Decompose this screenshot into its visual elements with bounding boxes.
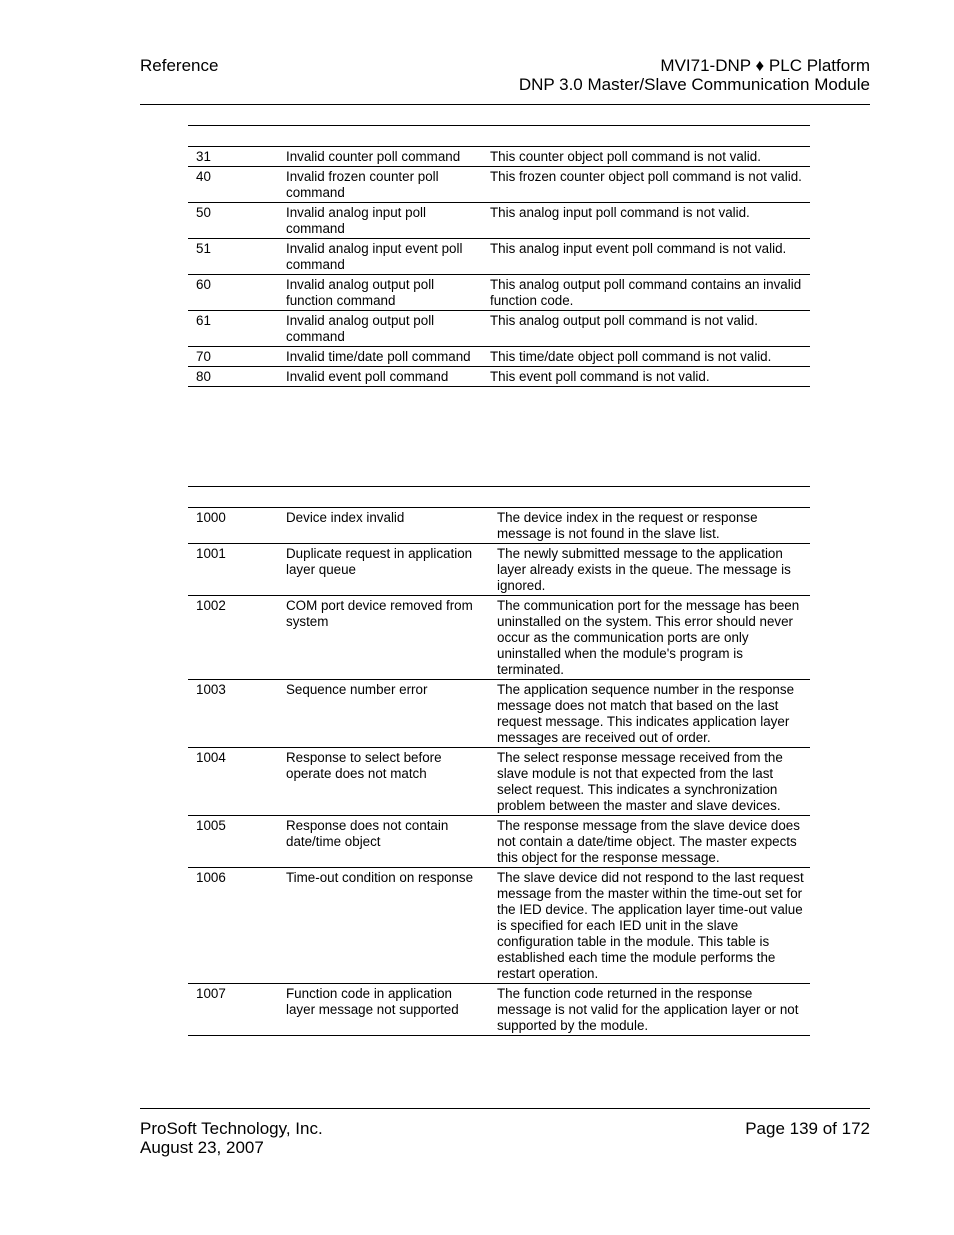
error-description-cell: This counter object poll command is not valid. — [482, 147, 810, 167]
page-header — [140, 56, 870, 105]
error-code-cell: 1001 — [188, 544, 278, 596]
error-name-cell: Response to select before operate does not match — [278, 748, 489, 816]
error-code-cell: 1002 — [188, 596, 278, 680]
error-description-cell: This analog input poll command is not valid. — [482, 203, 810, 239]
table-header-row — [188, 487, 810, 508]
error-code-cell: 40 — [188, 167, 278, 203]
table-row — [188, 816, 810, 868]
error-name-cell: COM port device removed from system — [278, 596, 489, 680]
table-header-row — [188, 126, 810, 147]
error-name-cell: Invalid counter poll command — [278, 147, 482, 167]
error-code-cell: 60 — [188, 275, 278, 311]
error-name-cell: Device index invalid — [278, 508, 489, 544]
table-row — [188, 147, 810, 167]
error-name-cell: Invalid event poll command — [278, 367, 482, 387]
error-table-application-layer-body — [188, 487, 810, 1036]
error-name-cell: Invalid analog input event poll command — [278, 239, 482, 275]
table-row — [188, 367, 810, 387]
error-name-cell: Invalid frozen counter poll command — [278, 167, 482, 203]
error-description-cell: This frozen counter object poll command is not valid. — [482, 167, 810, 203]
error-description-cell: The response message from the slave device does not contain a date/time object. The master expects this object for the response message. — [489, 816, 810, 868]
error-description-cell: The newly submitted message to the application layer already exists in the queue. The message is ignored. — [489, 544, 810, 596]
error-name-cell: Invalid analog output poll function command — [278, 275, 482, 311]
error-code-cell: 50 — [188, 203, 278, 239]
error-name-cell: Response does not contain date/time object — [278, 816, 489, 868]
error-name-cell: Sequence number error — [278, 680, 489, 748]
error-code-cell: 61 — [188, 311, 278, 347]
error-code-cell: 1006 — [188, 868, 278, 984]
error-description-cell: The device index in the request or response message is not found in the slave list. — [489, 508, 810, 544]
table-row — [188, 984, 810, 1036]
error-description-cell: This analog input event poll command is not valid. — [482, 239, 810, 275]
error-description-cell: This analog output poll command contains an invalid function code. — [482, 275, 810, 311]
error-code-cell: 1004 — [188, 748, 278, 816]
error-name-cell: Function code in application layer message not supported — [278, 984, 489, 1036]
page-footer — [140, 1108, 870, 1157]
footer-left — [140, 1119, 323, 1157]
table-row — [188, 311, 810, 347]
table-row — [188, 748, 810, 816]
error-code-cell: 1005 — [188, 816, 278, 868]
header-section-label: Reference — [140, 56, 219, 75]
error-code-cell: 80 — [188, 367, 278, 387]
table-row — [188, 508, 810, 544]
footer-page-number: Page 139 of 172 — [745, 1119, 870, 1138]
error-description-cell: The select response message received from the slave module is not that expected from the last select request. This indicates a synchronization problem between the master and slave devices. — [489, 748, 810, 816]
error-code-cell: 70 — [188, 347, 278, 367]
table-row — [188, 275, 810, 311]
error-code-cell: 51 — [188, 239, 278, 275]
error-description-cell: This analog output poll command is not valid. — [482, 311, 810, 347]
error-table-application-layer — [188, 486, 810, 1036]
error-name-cell: Duplicate request in application layer queue — [278, 544, 489, 596]
error-name-cell: Invalid analog output poll command — [278, 311, 482, 347]
header-product-line2: DNP 3.0 Master/Slave Communication Module — [518, 75, 870, 94]
error-code-cell: 31 — [188, 147, 278, 167]
error-description-cell: This time/date object poll command is not valid. — [482, 347, 810, 367]
error-table-poll-body — [188, 126, 810, 387]
error-description-cell: This event poll command is not valid. — [482, 367, 810, 387]
error-code-cell: 1000 — [188, 508, 278, 544]
error-description-cell: The communication port for the message has been uninstalled on the system. This error should never occur as the communication ports are only uninstalled when the module's program is terminated. — [489, 596, 810, 680]
error-table-poll — [188, 125, 810, 387]
error-description-cell: The function code returned in the response message is not valid for the application layer or not supported by the module. — [489, 984, 810, 1036]
footer-company: ProSoft Technology, Inc. — [140, 1119, 323, 1138]
header-product — [519, 56, 870, 94]
header-product-line1: MVI71-DNP ♦ PLC Platform — [660, 56, 870, 75]
error-code-cell: 1007 — [188, 984, 278, 1036]
table-row — [188, 203, 810, 239]
error-name-cell: Time-out condition on response — [278, 868, 489, 984]
table-row — [188, 347, 810, 367]
table-row — [188, 596, 810, 680]
error-description-cell: The application sequence number in the response message does not match that based on the last request message. This indicates application layer messages are received out of order. — [489, 680, 810, 748]
table-row — [188, 239, 810, 275]
table-row — [188, 868, 810, 984]
table-row — [188, 544, 810, 596]
error-code-cell: 1003 — [188, 680, 278, 748]
footer-date: August 23, 2007 — [140, 1138, 264, 1157]
table-row — [188, 680, 810, 748]
error-name-cell: Invalid time/date poll command — [278, 347, 482, 367]
error-name-cell: Invalid analog input poll command — [278, 203, 482, 239]
error-description-cell: The slave device did not respond to the last request message from the master within the time-out set for the IED device. The application layer time-out value is specified for each IED unit in the slave configuration table in the module. This table is established each time the module performs the restart operation. — [489, 868, 810, 984]
table-row — [188, 167, 810, 203]
